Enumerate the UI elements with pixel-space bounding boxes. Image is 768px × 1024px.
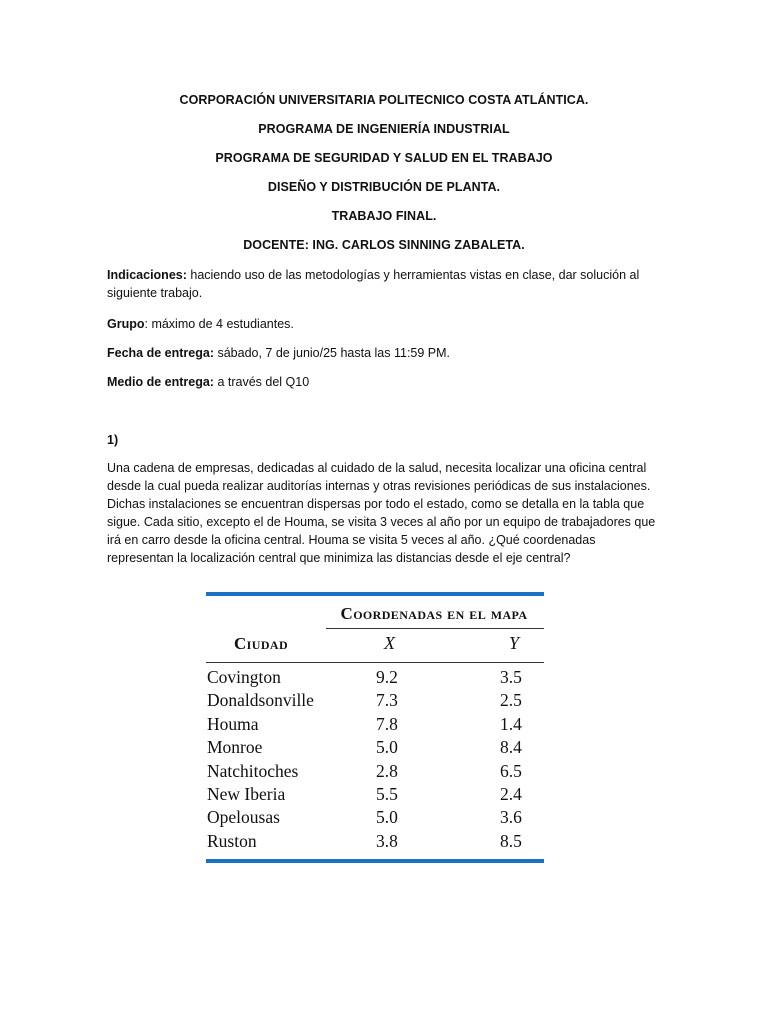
indicaciones-paragraph <box>107 266 667 302</box>
program-title: PROGRAMA DE INGENIERÍA INDUSTRIAL <box>258 122 510 136</box>
y-cell: 6.5 <box>500 760 522 781</box>
y-cell: 2.4 <box>500 783 522 804</box>
x-cell: 7.3 <box>376 690 398 711</box>
y-column-header: Y <box>509 633 520 653</box>
medio-paragraph <box>107 373 667 391</box>
city-cell: Opelousas <box>207 807 280 828</box>
city-cell: Monroe <box>207 737 263 758</box>
city-cell: Ruston <box>207 830 257 851</box>
x-cell: 3.8 <box>376 830 398 851</box>
x-cell: 9.2 <box>376 667 398 687</box>
table-body <box>206 663 544 853</box>
subprogram-title: PROGRAMA DE SEGURIDAD Y SALUD EN EL TRABAJO <box>215 151 553 165</box>
question-number: 1) <box>107 433 119 447</box>
table-row <box>206 666 544 689</box>
medio-label: Medio de entrega: <box>107 375 214 389</box>
instructor-line: DOCENTE: ING. CARLOS SINNING ZABALETA. <box>243 238 525 252</box>
city-cell: Natchitoches <box>207 760 299 781</box>
y-cell: 3.5 <box>500 667 522 687</box>
coordinates-table <box>206 592 544 863</box>
table-row <box>206 783 544 806</box>
fecha-paragraph <box>107 344 667 362</box>
x-cell: 7.8 <box>376 713 398 734</box>
city-cell: Houma <box>207 713 259 734</box>
table-row <box>206 760 544 783</box>
grupo-label: Grupo <box>107 317 145 331</box>
x-cell: 5.5 <box>376 783 398 804</box>
question-text-block <box>107 459 665 567</box>
y-cell: 3.6 <box>500 807 522 828</box>
medio-text: a través del Q10 <box>213 375 310 389</box>
y-cell: 2.5 <box>500 690 522 711</box>
city-cell: Covington <box>207 667 281 687</box>
city-cell: Donaldsonville <box>207 690 314 711</box>
table-row <box>206 736 544 759</box>
group-header-label: Coordenadas en el mapa <box>340 604 528 623</box>
y-cell: 8.4 <box>500 737 522 758</box>
x-cell: 5.0 <box>376 737 398 758</box>
grupo-text: : máximo de 4 estudiantes. <box>144 317 294 331</box>
grupo-paragraph <box>107 315 667 333</box>
fecha-text: sábado, 7 de junio/25 hasta las 11:59 PM. <box>213 346 451 360</box>
city-column-header: Ciudad <box>234 634 289 653</box>
indicaciones-text: haciendo uso de las metodologías y herramientas vistas en clase, dar solución al siguiente trabajo. <box>107 268 640 300</box>
table-row <box>206 806 544 829</box>
question-number-block <box>107 431 667 449</box>
table-row <box>206 830 544 853</box>
x-cell: 2.8 <box>376 760 398 781</box>
assignment-title: TRABAJO FINAL. <box>331 209 437 223</box>
x-cell: 5.0 <box>376 807 398 828</box>
fecha-label: Fecha de entrega: <box>107 346 214 360</box>
table-column-headers <box>206 629 544 653</box>
y-cell: 1.4 <box>500 713 522 734</box>
document-header <box>0 92 768 266</box>
table-row <box>206 689 544 712</box>
indicaciones-label: Indicaciones: <box>107 268 187 282</box>
y-cell: 8.5 <box>500 830 522 851</box>
table-bottom-rule <box>206 859 544 863</box>
course-title: DISEÑO Y DISTRIBUCIÓN DE PLANTA. <box>267 180 501 194</box>
x-column-header: X <box>384 633 395 653</box>
institution-title: CORPORACIÓN UNIVERSITARIA POLITECNICO COSTA ATLÁNTICA. <box>179 93 589 107</box>
question-text: Una cadena de empresas, dedicadas al cuidado de la salud, necesita localizar una oficina central desde la cual pueda realizar auditorías internas y otras revisiones periódicas de sus instalaciones. Dichas instalaciones se encuentran dispersas por todo el estado, como se detalla en la tabla que sigue. Cada sitio, excepto el de Houma, se visita 3 veces al año por un equipo de trabajadores que irá en carro desde la oficina central. Houma se visita 5 veces al año. ¿Qué coordenadas representan la localización central que minimiza las distancias desde el eje central? <box>107 461 656 565</box>
city-cell: New Iberia <box>207 783 286 804</box>
table-group-header <box>206 596 544 629</box>
table-row <box>206 713 544 736</box>
